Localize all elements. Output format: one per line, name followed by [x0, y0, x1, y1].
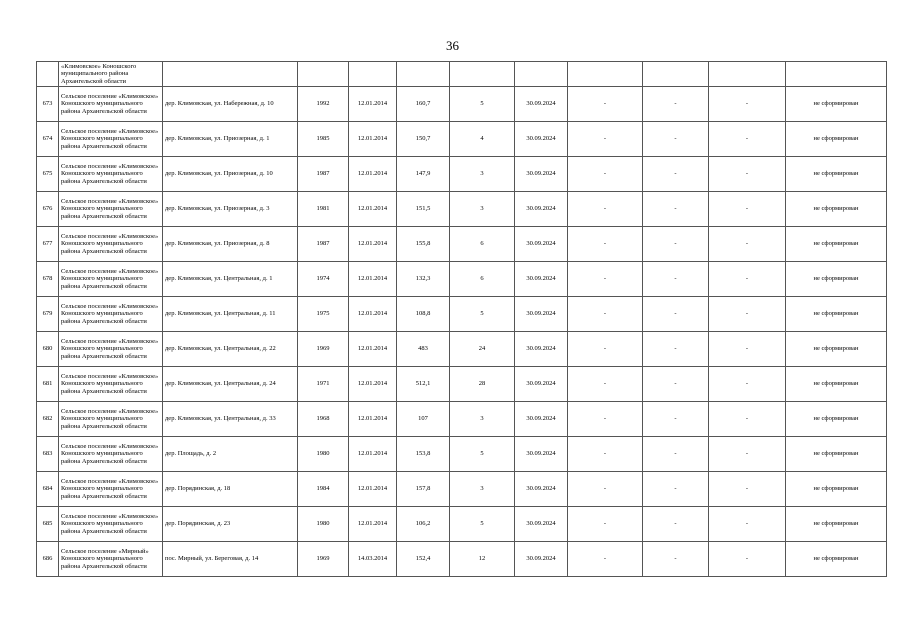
cell-col1: -: [568, 402, 643, 437]
cell-deadline: 30.09.2024: [515, 402, 568, 437]
cell-status: не сформирован: [786, 122, 887, 157]
cell-status: не сформирован: [786, 262, 887, 297]
cell-deadline: 30.09.2024: [515, 437, 568, 472]
cell-col3: -: [709, 402, 786, 437]
cell-date: 12.01.2014: [349, 437, 397, 472]
cell-col1: -: [568, 192, 643, 227]
cell-count: 28: [450, 367, 515, 402]
cell-owner: Сельское поселение «Мирный» Коношского муниципального района Архангельской области: [59, 542, 163, 577]
cell-status: не сформирован: [786, 542, 887, 577]
cell-owner: Сельское поселение «Климовское» Коношского муниципального района Архангельской области: [59, 367, 163, 402]
cell-col2: -: [643, 122, 709, 157]
cell-col2: -: [643, 542, 709, 577]
cell-date: [349, 62, 397, 87]
cell-status: не сформирован: [786, 297, 887, 332]
cell-date: 12.01.2014: [349, 297, 397, 332]
cell-number: [37, 62, 59, 87]
cell-address: дер. Климовская, ул. Центральная, д. 33: [163, 402, 298, 437]
cell-deadline: 30.09.2024: [515, 87, 568, 122]
cell-deadline: 30.09.2024: [515, 542, 568, 577]
cell-col3: -: [709, 297, 786, 332]
cell-area: 153,8: [397, 437, 450, 472]
cell-year: 1985: [298, 122, 349, 157]
cell-col1: -: [568, 367, 643, 402]
cell-area: 132,3: [397, 262, 450, 297]
cell-count: 6: [450, 262, 515, 297]
cell-date: 12.01.2014: [349, 227, 397, 262]
cell-owner: Сельское поселение «Климовское» Коношского муниципального района Архангельской области: [59, 192, 163, 227]
cell-number: 678: [37, 262, 59, 297]
cell-col3: -: [709, 437, 786, 472]
cell-status: не сформирован: [786, 332, 887, 367]
cell-col1: -: [568, 122, 643, 157]
cell-date: 12.01.2014: [349, 367, 397, 402]
cell-col1: -: [568, 262, 643, 297]
cell-count: 3: [450, 472, 515, 507]
cell-count: 3: [450, 192, 515, 227]
cell-number: 674: [37, 122, 59, 157]
cell-col2: -: [643, 402, 709, 437]
cell-col3: -: [709, 367, 786, 402]
table-row: [37, 332, 887, 367]
cell-deadline: 30.09.2024: [515, 157, 568, 192]
cell-deadline: 30.09.2024: [515, 122, 568, 157]
cell-col2: -: [643, 192, 709, 227]
cell-owner: Сельское поселение «Климовское» Коношского муниципального района Архангельской области: [59, 122, 163, 157]
cell-col1: -: [568, 472, 643, 507]
cell-status: не сформирован: [786, 472, 887, 507]
cell-col2: -: [643, 227, 709, 262]
cell-deadline: 30.09.2024: [515, 507, 568, 542]
cell-address: дер. Порядинская, д. 18: [163, 472, 298, 507]
cell-address: дер. Климовская, ул. Центральная, д. 1: [163, 262, 298, 297]
cell-year: 1987: [298, 227, 349, 262]
cell-col3: -: [709, 262, 786, 297]
table-row: [37, 192, 887, 227]
table-body: [37, 62, 887, 577]
cell-col3: -: [709, 227, 786, 262]
cell-deadline: [515, 62, 568, 87]
cell-col2: -: [643, 157, 709, 192]
cell-year: 1987: [298, 157, 349, 192]
cell-number: 682: [37, 402, 59, 437]
cell-year: 1981: [298, 192, 349, 227]
cell-count: 4: [450, 122, 515, 157]
cell-date: 12.01.2014: [349, 472, 397, 507]
cell-col3: -: [709, 542, 786, 577]
cell-number: 677: [37, 227, 59, 262]
cell-area: 151,5: [397, 192, 450, 227]
cell-deadline: 30.09.2024: [515, 192, 568, 227]
cell-address: дер. Климовская, ул. Приозерная, д. 8: [163, 227, 298, 262]
cell-year: 1975: [298, 297, 349, 332]
cell-area: 483: [397, 332, 450, 367]
cell-status: не сформирован: [786, 437, 887, 472]
cell-col3: -: [709, 192, 786, 227]
cell-year: 1980: [298, 437, 349, 472]
cell-count: 12: [450, 542, 515, 577]
cell-col3: -: [709, 507, 786, 542]
cell-status: не сформирован: [786, 192, 887, 227]
table-row: [37, 402, 887, 437]
cell-number: 673: [37, 87, 59, 122]
cell-col1: [568, 62, 643, 87]
cell-status: не сформирован: [786, 157, 887, 192]
cell-owner: Сельское поселение «Климовское» Коношского муниципального района Архангельской области: [59, 332, 163, 367]
cell-owner: Сельское поселение «Климовское» Коношского муниципального района Архангельской области: [59, 157, 163, 192]
cell-date: 12.01.2014: [349, 262, 397, 297]
cell-count: 5: [450, 297, 515, 332]
cell-count: 5: [450, 507, 515, 542]
table-row: [37, 227, 887, 262]
cell-count: 5: [450, 87, 515, 122]
cell-number: 684: [37, 472, 59, 507]
cell-area: 150,7: [397, 122, 450, 157]
table-row: [37, 542, 887, 577]
cell-owner: Сельское поселение «Климовское» Коношского муниципального района Архангельской области: [59, 472, 163, 507]
cell-count: 3: [450, 402, 515, 437]
cell-address: дер. Порядинская, д. 23: [163, 507, 298, 542]
table-row: [37, 122, 887, 157]
cell-year: 1968: [298, 402, 349, 437]
cell-deadline: 30.09.2024: [515, 297, 568, 332]
cell-number: 675: [37, 157, 59, 192]
cell-date: 12.01.2014: [349, 122, 397, 157]
cell-area: 160,7: [397, 87, 450, 122]
cell-date: 12.01.2014: [349, 157, 397, 192]
cell-address: дер. Климовская, ул. Центральная, д. 24: [163, 367, 298, 402]
cell-col1: -: [568, 437, 643, 472]
table-row-continuation: [37, 62, 887, 87]
cell-owner: Сельское поселение «Климовское» Коношского муниципального района Архангельской области: [59, 402, 163, 437]
cell-area: 107: [397, 402, 450, 437]
cell-address: дер. Площадь, д. 2: [163, 437, 298, 472]
table-row: [37, 437, 887, 472]
table-row: [37, 472, 887, 507]
cell-address: пос. Мирный, ул. Береговая, д. 14: [163, 542, 298, 577]
cell-count: 6: [450, 227, 515, 262]
cell-number: 685: [37, 507, 59, 542]
cell-deadline: 30.09.2024: [515, 367, 568, 402]
cell-address: дер. Климовская, ул. Центральная, д. 11: [163, 297, 298, 332]
table-row: [37, 157, 887, 192]
cell-col3: -: [709, 87, 786, 122]
cell-owner: Сельское поселение «Климовское» Коношского муниципального района Архангельской области: [59, 437, 163, 472]
cell-col2: -: [643, 297, 709, 332]
cell-address: [163, 62, 298, 87]
cell-count: 5: [450, 437, 515, 472]
cell-count: 24: [450, 332, 515, 367]
cell-status: не сформирован: [786, 367, 887, 402]
cell-area: 157,8: [397, 472, 450, 507]
cell-deadline: 30.09.2024: [515, 472, 568, 507]
table-row: [37, 297, 887, 332]
cell-col2: -: [643, 262, 709, 297]
cell-area: 147,9: [397, 157, 450, 192]
cell-date: 12.01.2014: [349, 332, 397, 367]
cell-col2: [643, 62, 709, 87]
cell-owner: Сельское поселение «Климовское» Коношского муниципального района Архангельской области: [59, 262, 163, 297]
cell-address: дер. Климовская, ул. Приозерная, д. 1: [163, 122, 298, 157]
cell-col1: -: [568, 542, 643, 577]
cell-status: не сформирован: [786, 87, 887, 122]
table-row: [37, 262, 887, 297]
cell-col1: -: [568, 227, 643, 262]
cell-year: 1971: [298, 367, 349, 402]
cell-col2: -: [643, 472, 709, 507]
cell-col1: -: [568, 332, 643, 367]
registry-table: [36, 61, 887, 577]
cell-area: 106,2: [397, 507, 450, 542]
cell-year: 1974: [298, 262, 349, 297]
cell-owner: «Климовское» Коношского муниципального района Архангельской области: [59, 62, 163, 87]
cell-year: 1984: [298, 472, 349, 507]
cell-owner: Сельское поселение «Климовское» Коношского муниципального района Архангельской области: [59, 227, 163, 262]
cell-year: 1969: [298, 542, 349, 577]
cell-col1: -: [568, 87, 643, 122]
cell-number: 676: [37, 192, 59, 227]
cell-col3: -: [709, 472, 786, 507]
cell-number: 683: [37, 437, 59, 472]
cell-address: дер. Климовская, ул. Приозерная, д. 3: [163, 192, 298, 227]
cell-address: дер. Климовская, ул. Приозерная, д. 10: [163, 157, 298, 192]
cell-date: 12.01.2014: [349, 507, 397, 542]
cell-area: 155,8: [397, 227, 450, 262]
cell-owner: Сельское поселение «Климовское» Коношского муниципального района Архангельской области: [59, 87, 163, 122]
cell-deadline: 30.09.2024: [515, 262, 568, 297]
cell-status: не сформирован: [786, 227, 887, 262]
cell-col3: -: [709, 157, 786, 192]
cell-year: 1992: [298, 87, 349, 122]
cell-area: [397, 62, 450, 87]
cell-area: 108,8: [397, 297, 450, 332]
page-number: 36: [446, 38, 459, 53]
cell-owner: Сельское поселение «Климовское» Коношского муниципального района Архангельской области: [59, 507, 163, 542]
table-row: [37, 367, 887, 402]
cell-number: 686: [37, 542, 59, 577]
cell-col1: -: [568, 507, 643, 542]
cell-count: [450, 62, 515, 87]
cell-date: 12.01.2014: [349, 192, 397, 227]
cell-col1: -: [568, 297, 643, 332]
cell-year: 1969: [298, 332, 349, 367]
cell-date: 12.01.2014: [349, 402, 397, 437]
cell-col3: -: [709, 332, 786, 367]
cell-col2: -: [643, 332, 709, 367]
table-row: [37, 507, 887, 542]
cell-year: [298, 62, 349, 87]
table-row: [37, 87, 887, 122]
cell-area: 152,4: [397, 542, 450, 577]
cell-status: не сформирован: [786, 507, 887, 542]
cell-date: 12.01.2014: [349, 87, 397, 122]
cell-address: дер. Климовская, ул. Центральная, д. 22: [163, 332, 298, 367]
cell-col3: -: [709, 122, 786, 157]
cell-col1: -: [568, 157, 643, 192]
cell-year: 1980: [298, 507, 349, 542]
cell-col2: -: [643, 87, 709, 122]
cell-col2: -: [643, 367, 709, 402]
cell-col2: -: [643, 507, 709, 542]
cell-area: 512,1: [397, 367, 450, 402]
cell-owner: Сельское поселение «Климовское» Коношского муниципального района Архангельской области: [59, 297, 163, 332]
cell-col2: -: [643, 437, 709, 472]
cell-number: 681: [37, 367, 59, 402]
cell-count: 3: [450, 157, 515, 192]
cell-status: не сформирован: [786, 402, 887, 437]
cell-status: [786, 62, 887, 87]
cell-deadline: 30.09.2024: [515, 332, 568, 367]
cell-number: 679: [37, 297, 59, 332]
cell-date: 14.03.2014: [349, 542, 397, 577]
cell-deadline: 30.09.2024: [515, 227, 568, 262]
cell-col3: [709, 62, 786, 87]
cell-address: дер. Климовская, ул. Набережная, д. 10: [163, 87, 298, 122]
cell-number: 680: [37, 332, 59, 367]
